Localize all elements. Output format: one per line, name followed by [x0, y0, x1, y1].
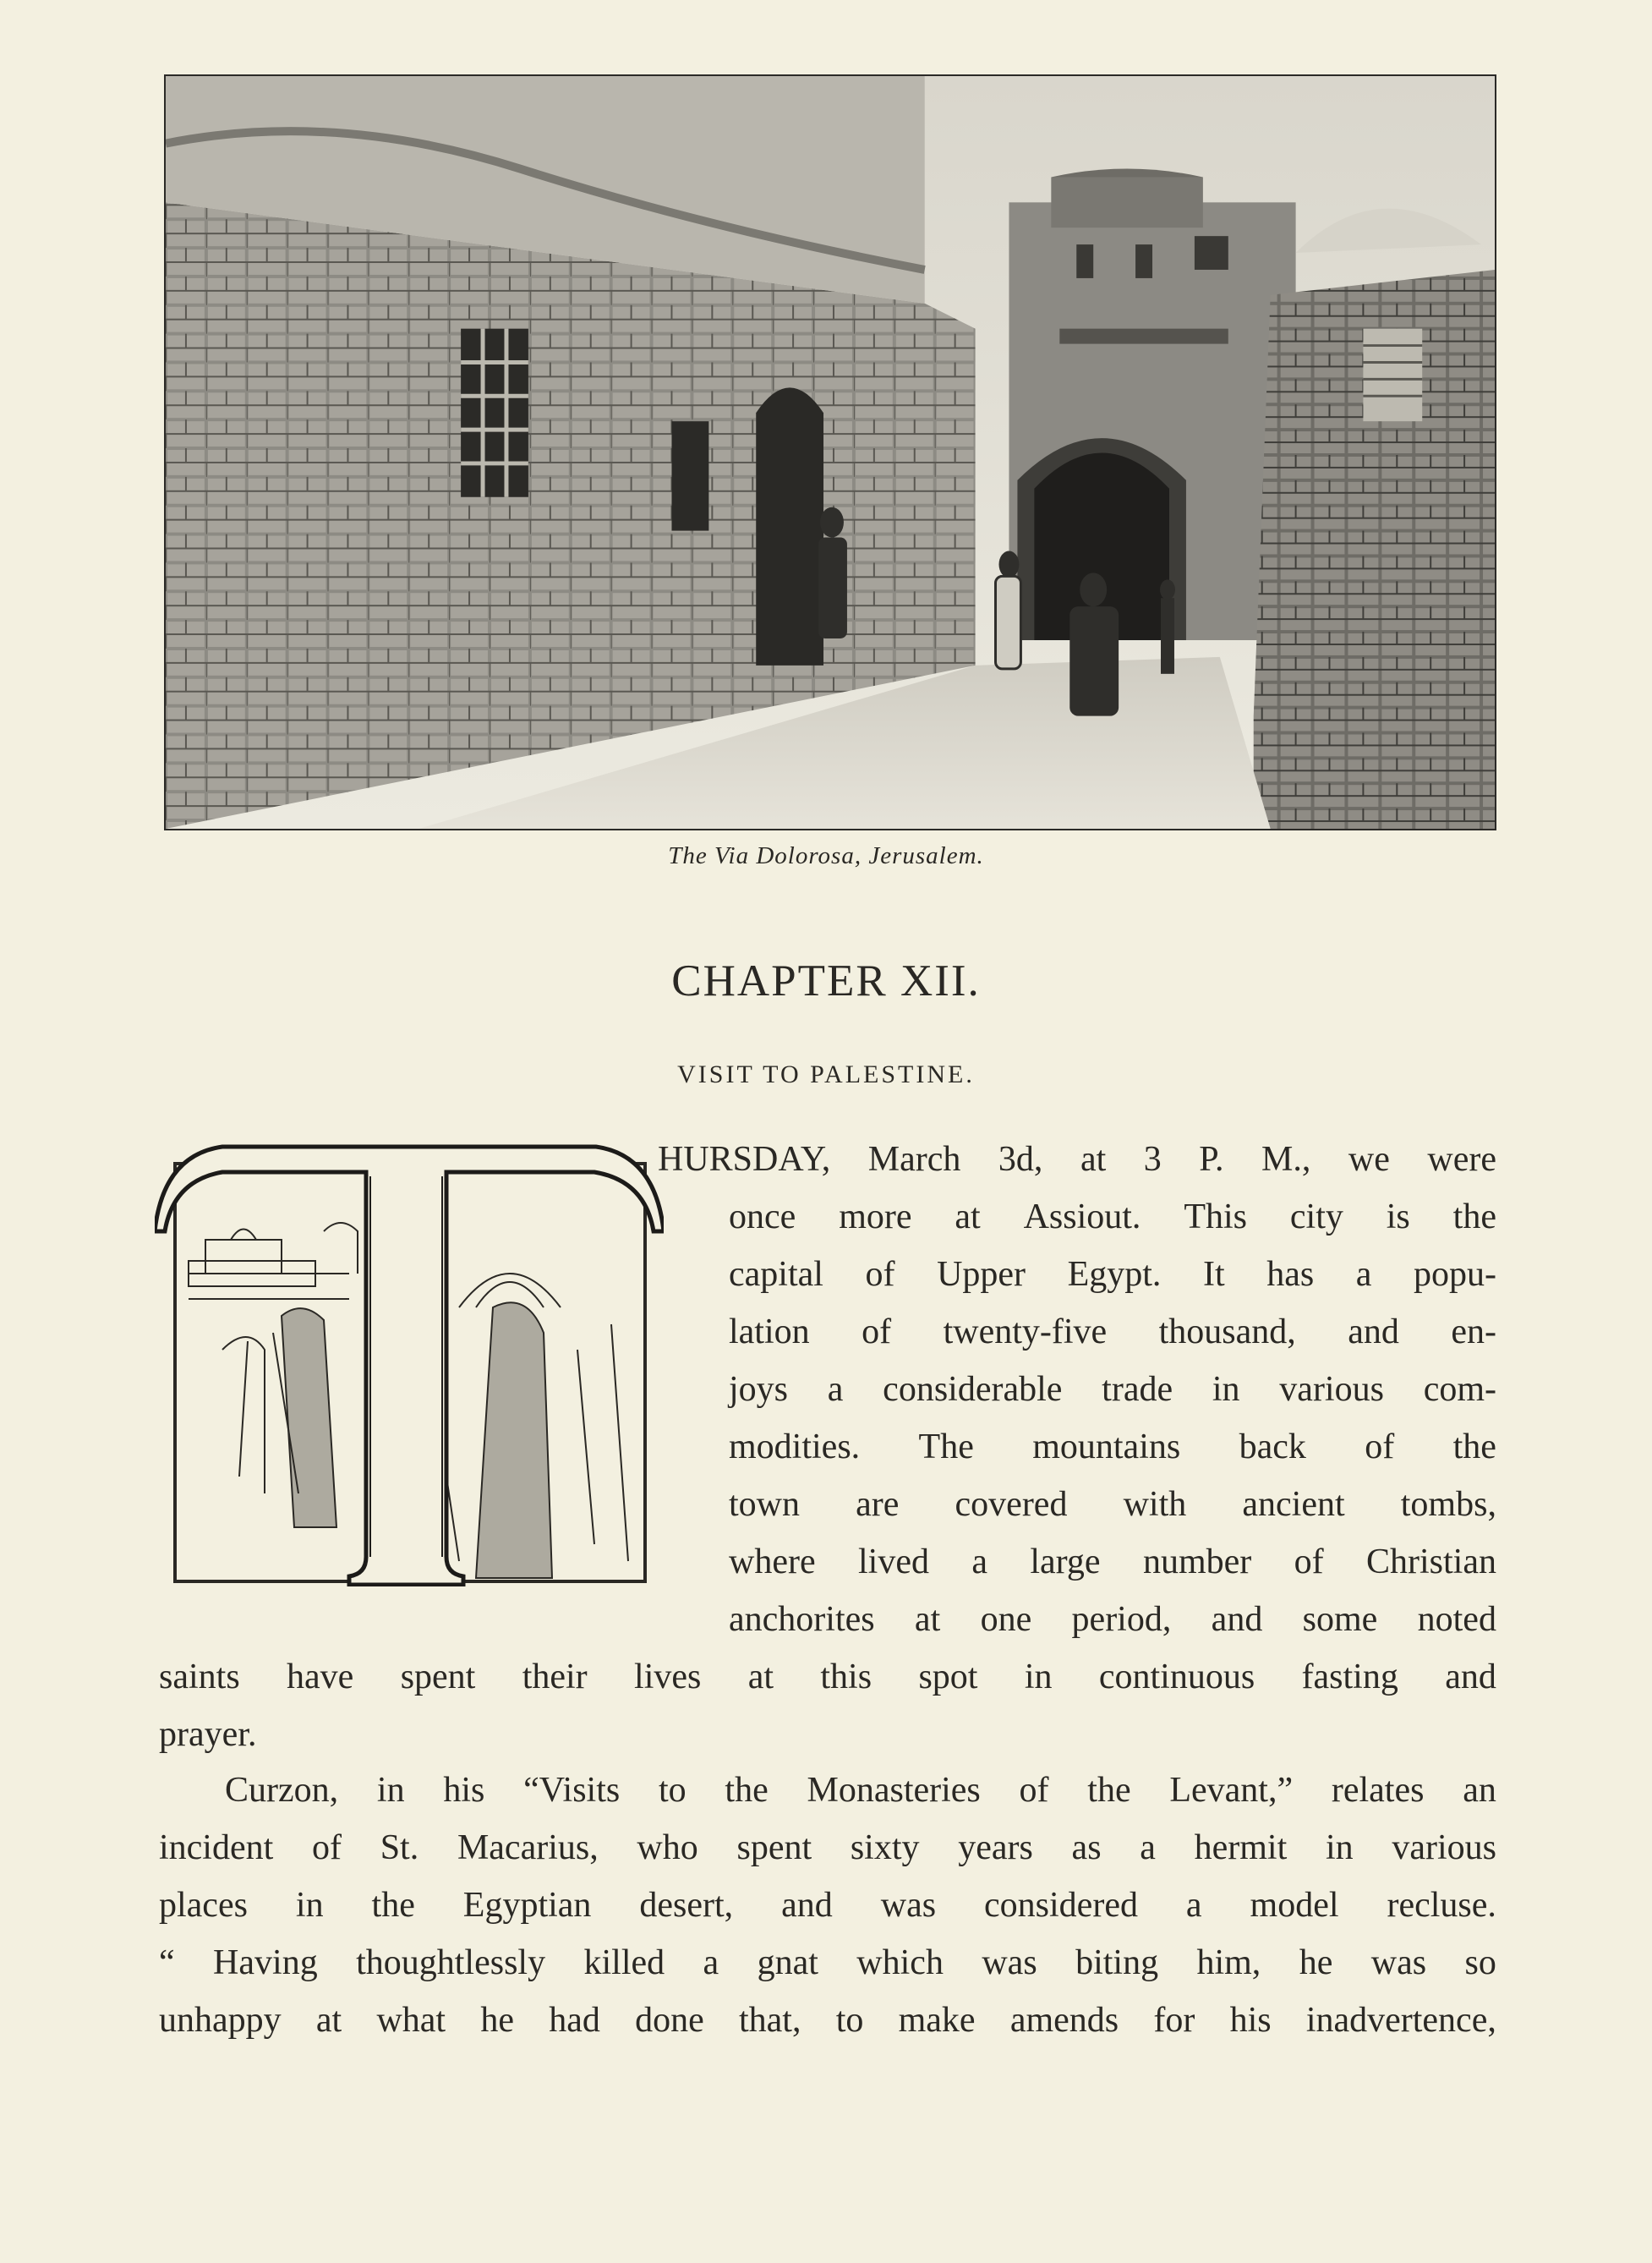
word: Egyptian: [462, 1886, 592, 1925]
word: trade: [1102, 1370, 1173, 1409]
word: are: [856, 1485, 900, 1524]
dropcap-t-icon: [155, 1138, 664, 1586]
word: ancient: [1242, 1485, 1345, 1524]
word: tombs,: [1400, 1485, 1496, 1524]
plate-caption: The Via Dolorosa, Jerusalem.: [668, 842, 984, 869]
chapter-heading: CHAPTER XII.: [671, 956, 981, 1005]
word: Having: [213, 1943, 318, 1982]
word: thousand,: [1158, 1312, 1296, 1351]
word: unhappy: [159, 2001, 282, 2040]
word: in: [1024, 1658, 1053, 1696]
text-line: [729, 1429, 1496, 1468]
text-line: [729, 1199, 1496, 1238]
word: had: [549, 2001, 600, 2040]
word: a: [971, 1542, 987, 1581]
word: and: [1348, 1312, 1399, 1351]
text-line: [159, 2003, 1496, 2041]
word: years: [958, 1828, 1033, 1867]
word: was: [1370, 1943, 1427, 1982]
word: make: [898, 2001, 976, 2040]
word: of: [865, 1255, 895, 1294]
word: has: [1266, 1255, 1315, 1294]
word: March: [867, 1140, 961, 1179]
text-line: [729, 1257, 1496, 1296]
word: various: [1392, 1828, 1496, 1867]
text-line: [159, 1717, 1496, 1756]
via-dolorosa-engraving: [166, 76, 1495, 829]
word: with: [1123, 1485, 1187, 1524]
word: places: [159, 1886, 248, 1925]
word: desert,: [639, 1886, 734, 1925]
word: which: [856, 1943, 944, 1982]
word: “: [159, 1943, 175, 1982]
word: Christian: [1365, 1542, 1496, 1581]
word: 3d,: [998, 1140, 1043, 1179]
text-line: [729, 1602, 1496, 1641]
word: anchorites: [729, 1600, 875, 1639]
word: of: [862, 1312, 892, 1351]
word: the: [725, 1771, 769, 1810]
word: spot: [918, 1658, 978, 1696]
text-line: [658, 1142, 1496, 1181]
word: he: [480, 2001, 514, 2040]
word: Levant,”: [1169, 1771, 1294, 1810]
word: of: [1365, 1427, 1395, 1466]
word: en-: [1451, 1312, 1496, 1351]
word: lives: [634, 1658, 702, 1696]
word: incident: [159, 1828, 274, 1867]
text-line: [159, 1945, 1496, 1984]
word: was: [880, 1886, 937, 1925]
word: where: [729, 1542, 816, 1581]
word: a: [827, 1370, 844, 1409]
word: amends: [1009, 2001, 1119, 2040]
word: at: [955, 1197, 981, 1236]
word: com-: [1423, 1370, 1496, 1409]
word: mountains: [1032, 1427, 1181, 1466]
word: once: [729, 1197, 796, 1236]
text-line: [729, 1487, 1496, 1526]
word: town: [729, 1485, 800, 1524]
word: 3: [1143, 1140, 1162, 1179]
dropcap-illustration: [155, 1138, 664, 1586]
word: prayer.: [159, 1715, 257, 1754]
word: in: [1212, 1370, 1240, 1409]
word: considered: [984, 1886, 1138, 1925]
word: spent: [400, 1658, 476, 1696]
word: back: [1239, 1427, 1306, 1466]
word: model: [1250, 1886, 1339, 1925]
text-line: [225, 1773, 1496, 1811]
word: done: [635, 2001, 704, 2040]
word: thoughtlessly: [356, 1943, 546, 1982]
word: what: [376, 2001, 446, 2040]
word: It: [1202, 1255, 1225, 1294]
word: Curzon,: [225, 1771, 339, 1810]
word: to: [835, 2001, 864, 2040]
word: St.: [380, 1828, 419, 1867]
word: their: [522, 1658, 588, 1696]
word: relates: [1331, 1771, 1425, 1810]
word: Macarius,: [457, 1828, 599, 1867]
word: more: [839, 1197, 912, 1236]
word: him,: [1196, 1943, 1261, 1982]
word: The: [918, 1427, 974, 1466]
word: twenty-five: [943, 1312, 1108, 1351]
word: popu-: [1413, 1255, 1496, 1294]
word: in: [376, 1771, 405, 1810]
word: who: [637, 1828, 698, 1867]
word: the: [1452, 1197, 1496, 1236]
text-line: [159, 1888, 1496, 1926]
word: This: [1184, 1197, 1247, 1236]
word: at: [315, 2001, 342, 2040]
word: at: [747, 1658, 774, 1696]
word: a: [1140, 1828, 1156, 1867]
word: various: [1279, 1370, 1384, 1409]
word: of: [1019, 1771, 1049, 1810]
illustration-plate: [164, 74, 1496, 830]
text-line: [729, 1544, 1496, 1583]
word: so: [1464, 1943, 1496, 1982]
word: killed: [583, 1943, 665, 1982]
word: M.,: [1261, 1140, 1311, 1179]
text-line: [159, 1659, 1496, 1698]
word: one: [980, 1600, 1032, 1639]
word: number: [1142, 1542, 1252, 1581]
word: sixty: [850, 1828, 920, 1867]
word: his: [1229, 2001, 1272, 2040]
word: recluse.: [1387, 1886, 1496, 1925]
text-line: [159, 1830, 1496, 1869]
word: a: [1355, 1255, 1372, 1294]
word: fasting: [1301, 1658, 1398, 1696]
word: noted: [1417, 1600, 1496, 1639]
word: he: [1299, 1943, 1333, 1982]
word: his: [443, 1771, 485, 1810]
word: the: [1087, 1771, 1131, 1810]
word: covered: [955, 1485, 1068, 1524]
word: considerable: [883, 1370, 1063, 1409]
word: is: [1386, 1197, 1410, 1236]
word: spent: [736, 1828, 812, 1867]
word: have: [287, 1658, 354, 1696]
word: this: [820, 1658, 872, 1696]
word: to: [659, 1771, 687, 1810]
word: P.: [1199, 1140, 1224, 1179]
word: joys: [729, 1370, 789, 1409]
word: hermit: [1194, 1828, 1288, 1867]
word: at: [1080, 1140, 1107, 1179]
word: at: [914, 1600, 941, 1639]
text-line: [729, 1372, 1496, 1411]
word: the: [371, 1886, 415, 1925]
word: and: [1445, 1658, 1496, 1696]
word: biting: [1075, 1943, 1159, 1982]
word: of: [1294, 1542, 1324, 1581]
word: of: [312, 1828, 342, 1867]
word: and: [781, 1886, 833, 1925]
word: saints: [159, 1658, 240, 1696]
word: Assiout.: [1023, 1197, 1141, 1236]
word: and: [1211, 1600, 1263, 1639]
word: in: [295, 1886, 324, 1925]
word: lived: [857, 1542, 929, 1581]
chapter-subheading: VISIT TO PALESTINE.: [677, 1060, 975, 1088]
text-line: [729, 1314, 1496, 1353]
word: gnat: [757, 1943, 818, 1982]
word: inadvertence,: [1305, 2001, 1496, 2040]
word: was: [982, 1943, 1037, 1982]
word: some: [1302, 1600, 1378, 1639]
word: an: [1463, 1771, 1496, 1810]
word: HURSDAY,: [658, 1140, 831, 1179]
word: modities.: [729, 1427, 861, 1466]
word: a: [703, 1943, 719, 1982]
word: the: [1452, 1427, 1496, 1466]
word: as: [1071, 1828, 1102, 1867]
word: city: [1289, 1197, 1343, 1236]
word: in: [1325, 1828, 1354, 1867]
word: for: [1153, 2001, 1195, 2040]
word: Monasteries: [807, 1771, 981, 1810]
word: that,: [739, 2001, 801, 2040]
word: a: [1185, 1886, 1202, 1925]
word: Upper: [937, 1255, 1026, 1294]
word: “Visits: [523, 1771, 621, 1810]
word: we: [1348, 1140, 1390, 1179]
word: continuous: [1098, 1658, 1255, 1696]
word: period,: [1071, 1600, 1172, 1639]
word: large: [1030, 1542, 1101, 1581]
word: were: [1427, 1140, 1496, 1179]
word: capital: [729, 1255, 823, 1294]
word: Egypt.: [1067, 1255, 1162, 1294]
word: lation: [729, 1312, 810, 1351]
